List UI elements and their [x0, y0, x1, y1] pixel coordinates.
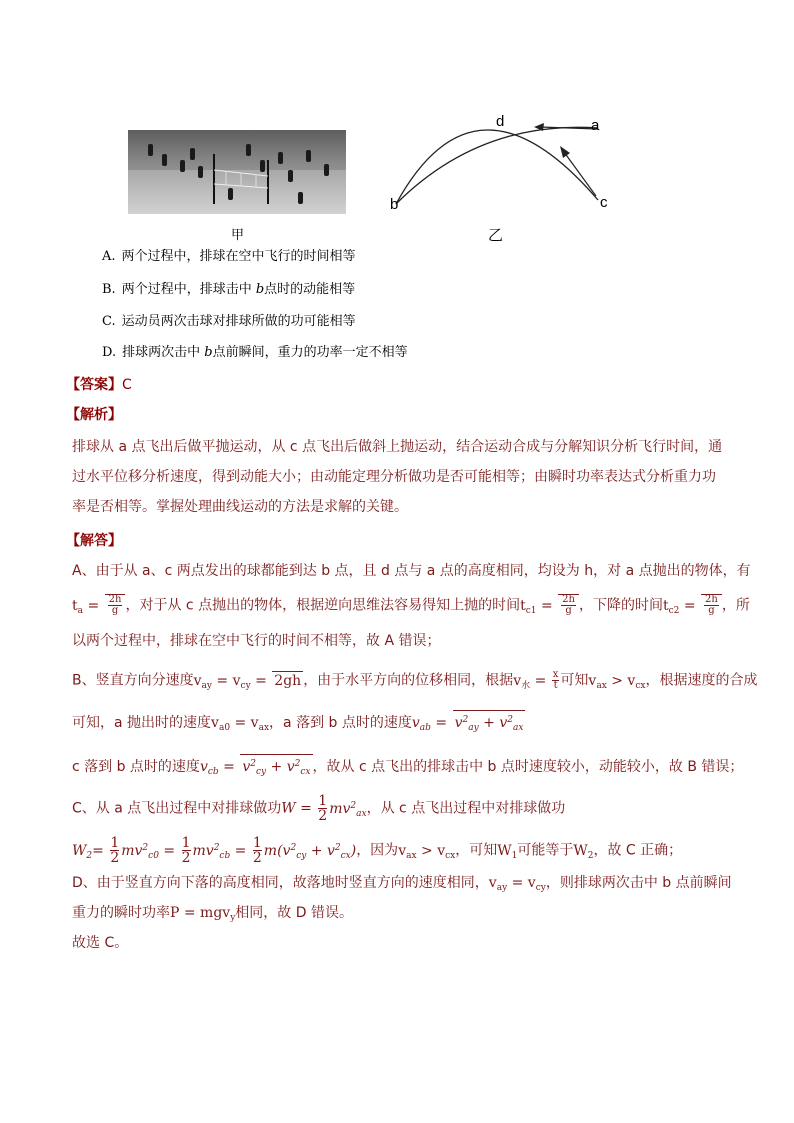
- text-fragment: ，因为: [356, 842, 399, 859]
- text-fragment: D、由于竖直方向下落的高度相同，故落地时竖直方向的速度相同，: [72, 875, 489, 891]
- solution-line-d2: 重力的瞬时功率P = mgv$_y$相同，故 D 错误。: [72, 905, 353, 923]
- sqrt-formula: $\frac{2h}{g}$: [105, 594, 126, 616]
- analysis-label: 【解析】: [66, 407, 122, 423]
- text-fragment: ，a 落到 b 点时的速度: [269, 715, 412, 731]
- solution-label: 【解答】: [66, 533, 122, 549]
- velocity-arrow-c: [564, 152, 596, 196]
- solution-line-c1: C、从 a 点飞出过程中对排球做功W = $\frac{1}{2}$ $mv^2_{ax}$，从 c 点飞出过程中对排球做功: [72, 793, 566, 824]
- option-text: 两个过程中，排球在空中飞行的时间相等: [121, 249, 356, 264]
- option-text-pre: 排球两次击中: [122, 345, 205, 360]
- text-fragment: ，故 C 正确；: [593, 842, 683, 859]
- player: [278, 152, 283, 164]
- option-d: [102, 344, 408, 362]
- option-letter: A.: [102, 249, 116, 264]
- solution-line-d1: D、由于竖直方向下落的高度相同，故落地时竖直方向的速度相同，$v_{ay} = v_{cy}$，则排球两次击中 b 点前瞬间: [72, 875, 732, 893]
- solution-final: 故选 C。: [72, 935, 129, 951]
- option-letter: C.: [102, 314, 116, 329]
- text-fragment: ，可知: [455, 842, 498, 859]
- player: [298, 192, 303, 204]
- text-fragment: ，对于从 c 点抛出的物体，根据逆向思维法容易得知上抛的时间: [125, 597, 521, 614]
- answer-value: C: [122, 377, 132, 393]
- solution-line-a1: A、由于从 a、c 两点发出的球都能到达 b 点，且 d 点与 a 点的高度相同，均设为 h，对 a 点抛出的物体，有: [72, 563, 751, 579]
- solution-line-b3: c 落到 b 点时的速度$v_{cb} = v^2_{cy} + v^2_{cx}$ ，故从 c 点飞出的排球击中 b 点时速度较小，动能较小，故 B 错误；: [72, 754, 743, 781]
- sqrt-formula: $v^2_{ay} + v^2_{ax}$: [453, 710, 526, 737]
- point-label-a: a: [591, 117, 600, 134]
- player: [198, 166, 203, 178]
- player: [162, 154, 167, 166]
- option-c: [102, 313, 356, 331]
- option-text: 运动员两次击球对排球所做的功可能相等: [121, 314, 356, 329]
- diagram-caption: 乙: [488, 227, 504, 244]
- volleyball-photo: [128, 130, 346, 214]
- trajectory-diagram: [380, 108, 620, 248]
- point-label-b: b: [390, 196, 399, 213]
- photo-caption: 甲: [231, 228, 245, 243]
- trajectory-a-to-b: [396, 127, 598, 204]
- text-fragment: ，故从 c 点飞出的排球击中 b 点时速度较小，动能较小，故 B 错误；: [312, 759, 744, 775]
- player: [190, 148, 195, 160]
- option-letter: D.: [102, 345, 117, 360]
- text-fragment: 重力的瞬时功率: [72, 905, 170, 921]
- trajectory-c-to-b: [396, 130, 598, 204]
- option-a: [102, 248, 356, 266]
- arrowhead-c: [560, 146, 570, 158]
- solution-line-b2: 可知，a 抛出时的速度$v_{a0} = v_{ax}$，a 落到 b 点时的速度$v_{ab} = v^2_{ay} + v^2_{ax}$: [72, 710, 525, 737]
- solution-line-b1: B、竖直方向分速度$v_{ay} = v_{cy} = 2gh$ ，由于水平方向的位移相同，根据$v_水$ = $\frac{x}{t}$ 可知$v_{ax} > v_{cx}$，根据速度的合成: [72, 669, 758, 691]
- net-graphic: [206, 150, 276, 204]
- solution-line-c2: $W_2=$ $\frac{1}{2}$ $mv^2_{c0}$ = $\frac{1}{2}$ $mv^2_{cb}$ = $\frac{1}{2}$ $m(v^2_{cy} + v^2_{cx})$，因为$v_{ax} > v_{cx}$，可知$W_1$可能等于$W_2$，故 C 正确；: [72, 835, 683, 866]
- player: [246, 144, 251, 156]
- text-fragment: c 落到 b 点时的速度: [72, 759, 200, 775]
- answer-section: [66, 374, 132, 394]
- option-var: b: [204, 345, 213, 360]
- text-fragment: 可知，a 抛出时的速度: [72, 715, 212, 731]
- option-var: b: [255, 282, 265, 297]
- analysis-line: 率是否相等。掌握处理曲线运动的方法是求解的关键。: [72, 499, 408, 515]
- text-fragment: ，根据速度的合成: [645, 672, 758, 689]
- option-text-post: 点前瞬间，重力的功率一定不相等: [212, 345, 408, 360]
- text-fragment: 可能等于: [517, 842, 574, 859]
- player: [148, 144, 153, 156]
- player: [180, 160, 185, 172]
- solution-line-a2: $t_a$ = $\frac{2h}{g}$ ，对于从 c 点抛出的物体，根据逆向思维法容易得知上抛的时间$t_{c1}$ = $\frac{2h}{g}$ ，下降的时间$t_{c2}$ = $\frac{2h}{g}$ ，所: [72, 594, 750, 616]
- analysis-line: 排球从 a 点飞出后做平抛运动，从 c 点飞出后做斜上抛运动，结合运动合成与分解知识分析飞行时间，通: [72, 439, 723, 455]
- point-label-c: c: [600, 194, 608, 211]
- text-fragment: ，则排球两次击中 b 点前瞬间: [545, 875, 732, 891]
- text-fragment: C、从 a 点飞出过程中对排球做功: [72, 800, 282, 817]
- answer-label: 【答案】: [66, 377, 122, 393]
- option-letter: B.: [102, 282, 116, 297]
- sqrt-formula: $\frac{2h}{g}$: [558, 594, 579, 616]
- option-text-post: 点时的动能相等: [264, 282, 356, 297]
- option-text-pre: 两个过程中，排球击中: [121, 282, 256, 297]
- sqrt-formula: $v^2_{cy} + v^2_{cx}$: [240, 754, 312, 781]
- option-b: [102, 281, 355, 299]
- player: [306, 150, 311, 162]
- sqrt-formula: $\frac{2h}{g}$: [701, 594, 722, 616]
- text-fragment: ，所: [721, 597, 750, 614]
- text-fragment: 相同，故 D 错误。: [235, 905, 353, 921]
- point-label-d: d: [496, 113, 505, 130]
- text-fragment: ，由于水平方向的位移相同，根据: [303, 672, 514, 689]
- player: [288, 170, 293, 182]
- text-fragment: ，从 c 点飞出过程中对排球做功: [366, 800, 566, 817]
- analysis-line: 过水平位移分析速度，得到动能大小；由动能定理分析做功是否可能相等；由瞬时功率表达式分析重力功: [72, 469, 716, 485]
- text-fragment: ，下降的时间: [578, 597, 663, 614]
- solution-line-a3: 以两个过程中，排球在空中飞行的时间不相等，故 A 错误；: [72, 633, 441, 649]
- player: [228, 188, 233, 200]
- sqrt-formula: 2gh: [274, 672, 302, 689]
- text-fragment: 可知: [560, 672, 589, 689]
- player: [260, 160, 265, 172]
- text-fragment: B、竖直方向分速度: [72, 672, 194, 689]
- player: [324, 164, 329, 176]
